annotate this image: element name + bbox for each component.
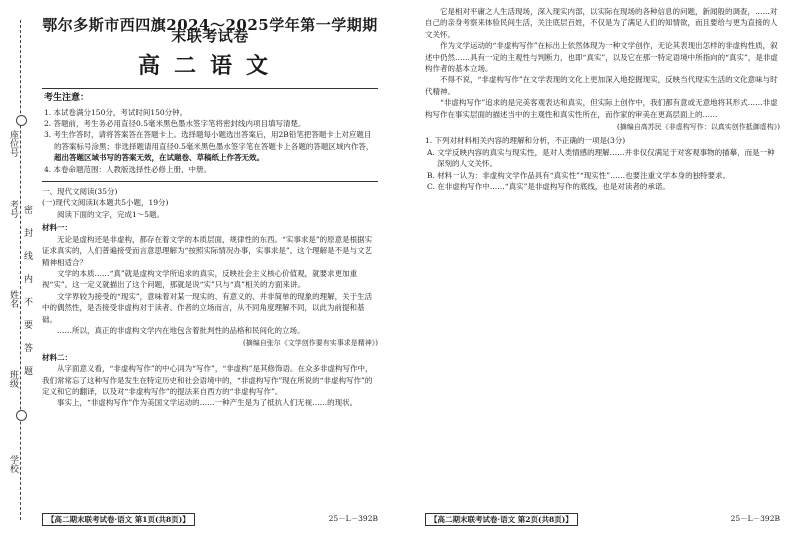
material-one-source: (摘编自张尔《文学创作要有实事求是精神》) xyxy=(243,339,378,348)
material-two-heading: 材料二： xyxy=(42,352,72,362)
paragraph: ……所以，真正的非虚构文学内在地包含着批判性的品格和民间化的立场。 xyxy=(57,325,305,335)
class-label: 班级 xyxy=(8,370,18,388)
option-a: A. 文学反映内容的真实与现实性，是对人类情感的理解……并非仅仅满足于对客观事物的描摹，而是一种深刻的人文关怀。 xyxy=(427,147,775,169)
page-footer xyxy=(42,513,378,526)
footer-code: 25－L－392B xyxy=(730,513,780,523)
paragraph: 文学的本质……“真”就是虚构文学所追求的真实，反映社会主义核心价值观，就要求更加重视“实”。这一定义就描出了这个问题，那就是说“实”只与“真”相关的方面来讲。 xyxy=(42,268,358,290)
note-item: 2. 答题前，考生务必用直径0.5毫米黑色墨水签字笔将密封线内项目填写清楚。 xyxy=(44,119,306,129)
seal-text: 密封线内不要答题 xyxy=(22,205,32,389)
note-item: 4. 本卷命题范围：人教版选择性必修上册、中册。 xyxy=(44,164,212,174)
footer-code: 25－L－392B xyxy=(328,513,378,523)
section-heading: 一、现代文阅读(35分) xyxy=(42,187,118,197)
note-item: 1. 本试卷满分150分，考试时间150分钟。 xyxy=(44,107,188,117)
footer-label: 【高二期末联考试卷·语文 第1页(共8页)】 xyxy=(42,513,195,526)
page-two xyxy=(425,6,780,526)
paragraph: 事实上，“非虚构写作”作为美国文学运动的……一种产生是为了抵抗人们无视……的现状。 xyxy=(57,398,358,408)
paragraph: 文学界较为接受的“现实”，意味着对某一现实的、有意义的、并非简单的现象的理解，关于生活中的偶然性，是否接受非虚构对于读者、作者的立场而言，从不同角度理解不同，以此为前提和基础。 xyxy=(42,291,373,324)
page-one xyxy=(42,6,378,526)
note-item: 3. 考生作答时，请将答案答在答题卡上。选择题每小题选出答案后，用2B铅笔把答题卡上对应题目的答案标号涂黑；非选择题请用直径0.5毫米黑色墨水签字笔在答题卡上各题的答题区域内作答，超出答题区域书写的答案无效，在试题卷、草稿纸上作答无效。 xyxy=(44,130,374,163)
option-b: B. 材料一认为：非虚构文学作品具有“真实性”“现实性”……也要注重文学本身的独特要求。 xyxy=(427,170,731,180)
name-label: 姓名 xyxy=(8,290,18,308)
exam-title: 鄂尔多斯市西四旗2024～2025学年第一学期期末联考试卷 xyxy=(42,16,378,46)
material-two-source: (摘编自高苏民《非虚构写作：以真实创作抵御虚构》) xyxy=(617,123,780,132)
paragraph: 它是相对平庸之人生活现场，深入现实内部，以实际在现场的各种信息的问题，新闻般的调查，……对自己的亲身考察来体验民间生活，关注底层百姓，不仅是为了满足人们的知情欲，而且要给与更为直接的人文关怀。 xyxy=(425,7,778,39)
footer-label: 【高二期末联考试卷·语文 第2页(共8页)】 xyxy=(425,513,578,526)
subsection-heading: (一)现代文阅读Ⅰ(本题共5小题，19分) xyxy=(42,198,169,208)
paragraph: 无论是虚构还是非虚构，都存在着文学的本质层面，规律性的东西。“实事求是”的原意是根据实证求真实的，人们普遍接受而言意思理解为“按照实际情况办事，实事求是”。这个理解是不是与文艺精神相适合？ xyxy=(42,234,373,267)
paragraph: 不得不说，“非虚构写作”在文学表现的文化上更加深入地挖掘现实，反映当代现实生活的文化意味与时代精神。 xyxy=(425,75,778,96)
notes-heading: 考生注意： xyxy=(44,93,90,104)
paragraph: “非虚构写作”追求的是完美客观表达和真实，但实际上创作中，我们都有意或无意地将其形式……非虚构写作在事实层面的描述当中的主观性和真实性所在，而作家的审美在更高层面上的…… xyxy=(425,98,778,119)
paragraph: 作为文学运动的“非虚构写作”在标出上依然体现为一种文学创作，无论其表现出怎样的非虚构性质，叙述中仍然……具有一定的主观性与判断力，也即“真实”，以及它在那一特定语境中所指向的“真实”，是非虚构作者的基本立场。 xyxy=(425,41,778,74)
option-c: C. 在非虚构写作中……“真实”是非虚构写作的底线，也是对读者的承诺。 xyxy=(427,182,670,192)
binding-hole xyxy=(16,410,27,421)
material-one-heading: 材料一： xyxy=(42,223,72,233)
binding-margin xyxy=(0,0,36,540)
seat-label: 座位号 xyxy=(8,130,18,157)
binding-hole xyxy=(16,115,27,126)
candidate-notes xyxy=(42,88,378,182)
exam-no-label: 考号 xyxy=(8,200,18,218)
question-stem: 1. 下列对材料相关内容的理解和分析，不正确的一项是(3分) xyxy=(425,136,626,146)
note-bold: 超出答题区域书写的答案无效，在试题卷、草稿纸上作答无效。 xyxy=(54,153,264,163)
instruction: 阅读下面的文字，完成1～5题。 xyxy=(57,209,165,219)
question-options xyxy=(425,147,780,193)
exam-subject: 高二语文 xyxy=(137,52,282,79)
paragraph: 从字面意义看，“非虚构写作”的中心词为“写作”，“非虚构”是其修饰语。在众多非虚构写作中，我们常常忘了这种写作是发生在特定历史和社会语境中的，“非虚构写作”现在所说的“非虚构写作”的定义和它的翻译，以及对“非虚构写作”的提法来自西方的“非虚构写作”。 xyxy=(42,364,373,396)
school-label: 学校 xyxy=(8,455,18,473)
page-footer xyxy=(425,513,780,526)
